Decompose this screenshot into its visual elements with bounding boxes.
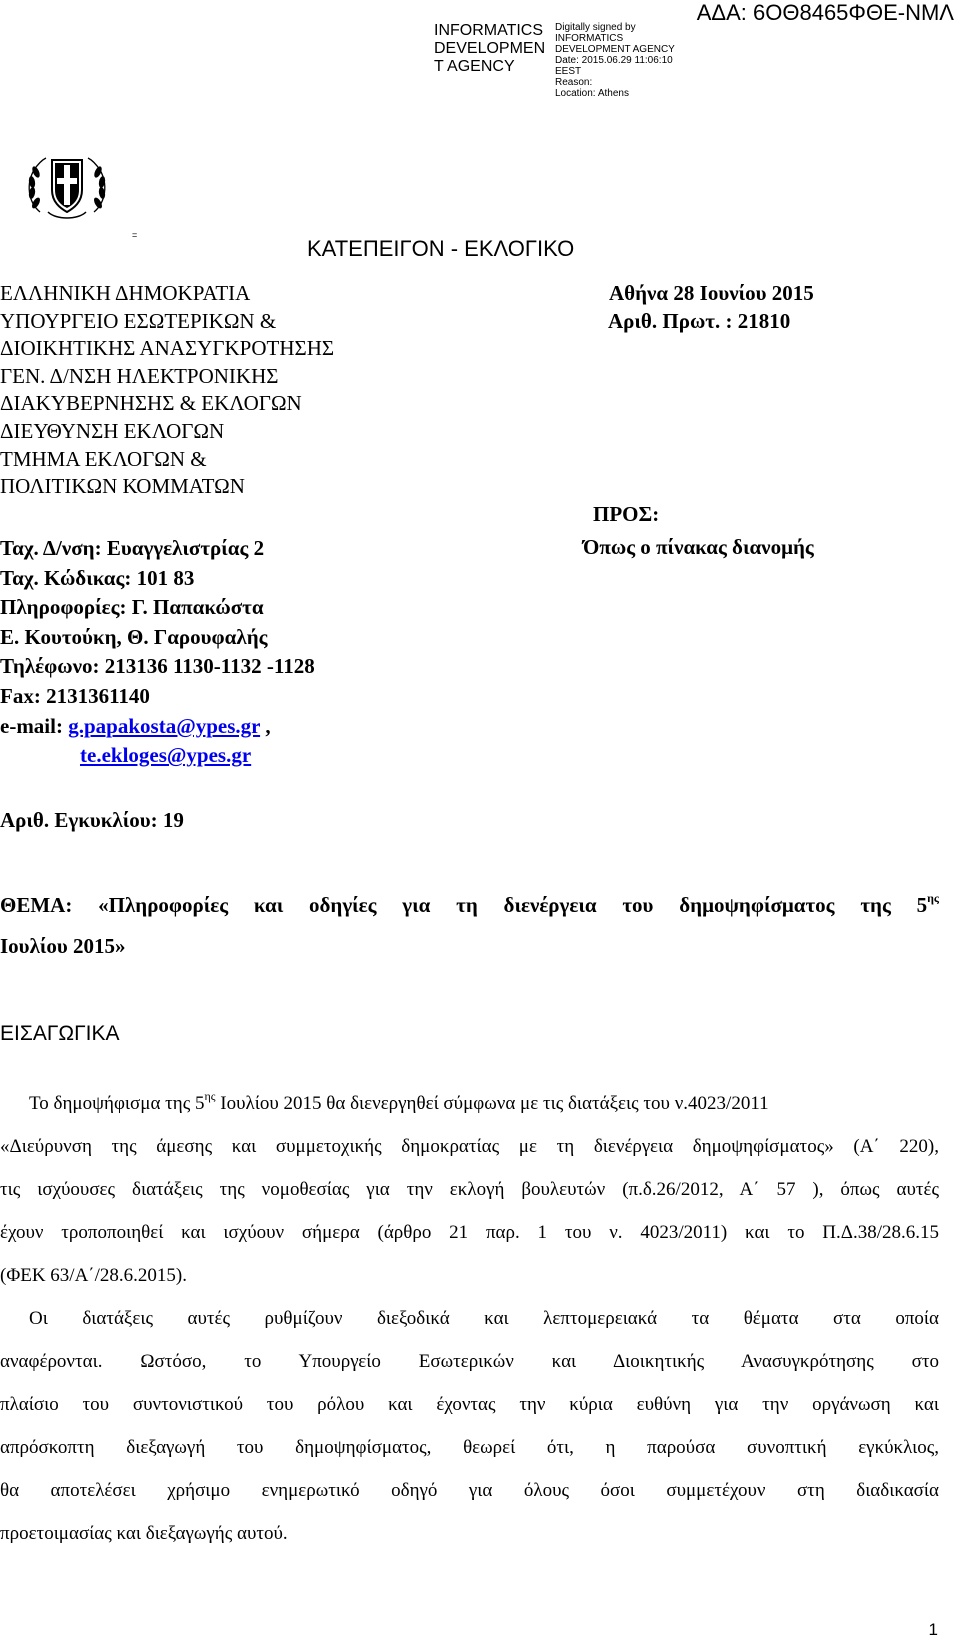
sender-line: ΓΕΝ. Δ/ΝΣΗ ΗΛΕΚΤΡΟΝΙΚΗΣ — [0, 363, 279, 388]
signature-details — [555, 22, 675, 99]
small-mark: = — [132, 230, 138, 240]
subject-line-1 — [0, 892, 939, 918]
urgency-title: ΚΑΤΕΠΕΙΓΟΝ - ΕΚΛΟΓΙΚΟ — [307, 236, 575, 261]
document-date: Αθήνα 28 Ιουνίου 2015 — [609, 281, 814, 305]
contact-fax: Fax: 2131361140 — [0, 683, 150, 708]
contact-email-row — [0, 712, 315, 742]
signature-detail-line: DEVELOPMENT AGENCY — [555, 44, 675, 55]
recipient-value: Όπως ο πίνακας διανομής — [583, 535, 814, 559]
body-p2-line-1: Οι διατάξεις αυτές ρυθμίζουν διεξοδικά και λεπτομερειακά τα θέματα στα οποία — [29, 1308, 939, 1329]
signature-name-line: T AGENCY — [434, 58, 515, 75]
section-heading-intro: ΕΙΣΑΓΩΓΙΚΑ — [0, 1022, 120, 1045]
page-number: 1 — [928, 1620, 938, 1639]
sender-line: ΕΛΛΗΝΙΚΗ ΔΗΜΟΚΡΑΤΙΑ — [0, 281, 251, 305]
body-p1-line-4: έχουν τροποποιηθεί και ισχύουν σήμερα (άρθρο 21 παρ. 1 του ν. 4023/2011) και το Π.Δ.38/28.6.15 — [0, 1222, 939, 1243]
contact-block — [0, 534, 315, 771]
signature-name — [434, 22, 545, 76]
signature-detail-line: Location: Athens — [555, 88, 629, 99]
signature-detail-line: INFORMATICS — [555, 33, 624, 44]
body-p2-line-4: απρόσκοπτη διεξαγωγή του δημοψηφίσματος, θεωρεί ότι, η παρούσα συνοπτική εγκύκλιος, — [0, 1437, 939, 1458]
signature-detail-line: Digitally signed by — [555, 22, 636, 33]
body-p2-line-3: πλαίσιο του συντονιστικού του ρόλου και έχοντας την κύρια ευθύνη για την οργάνωση και — [0, 1394, 939, 1415]
body-superscript: ης — [204, 1088, 216, 1103]
sender-line: ΥΠΟΥΡΓΕΙΟ ΕΣΩΤΕΡΙΚΩΝ & — [0, 308, 277, 333]
subject-superscript: ης — [927, 891, 939, 905]
sender-line: ΠΟΛΙΤΙΚΩΝ ΚΟΜΜΑΤΩΝ — [0, 474, 245, 499]
contact-phone: Τηλέφωνο: 213136 1130-1132 -1128 — [0, 654, 315, 679]
body-p1-line-5: (ΦΕΚ 63/Α΄/28.6.2015). — [0, 1265, 187, 1286]
sender-line: ΔΙΕΥΘΥΝΣΗ ΕΚΛΟΓΩΝ — [0, 418, 225, 443]
ada-code: ΑΔΑ: 6ΟΘ8465ΦΘΕ-ΝΜΛ — [696, 0, 954, 25]
signature-name-line: DEVELOPMEN — [434, 40, 546, 57]
body-p1-line-1 — [29, 1088, 939, 1117]
subject-line-2: Ιουλίου 2015» — [0, 934, 126, 958]
contact-info: Πληροφορίες: Γ. Παπακώστα — [0, 595, 264, 620]
sender-line: ΤΜΗΜΑ ΕΚΛΟΓΩΝ & — [0, 446, 207, 471]
signature-detail-line: EEST — [555, 66, 582, 77]
recipient-label: ΠΡΟΣ: — [593, 502, 660, 526]
contact-email-row-2 — [0, 741, 315, 771]
email-link-ekloges[interactable]: te.ekloges@ypes.gr — [80, 743, 252, 768]
sender-block — [0, 280, 334, 501]
circular-number: Αριθ. Εγκυκλίου: 19 — [0, 808, 184, 832]
greek-emblem-icon — [22, 150, 112, 225]
protocol-number: Αριθ. Πρωτ. : 21810 — [608, 309, 791, 333]
contact-address: Ταχ. Δ/νση: Ευαγγελιστρίας 2 — [0, 536, 265, 560]
sender-line: ΔΙΟΙΚΗΤΙΚΗΣ ΑΝΑΣΥΓΚΡΟΤΗΣΗΣ — [0, 336, 335, 361]
subject-text: ΘΕΜΑ: «Πληροφορίες και οδηγίες για τη διενέργεια του δημοψηφίσματος της 5 — [0, 893, 928, 917]
email-link-papakosta[interactable]: g.papakosta@ypes.gr — [68, 713, 261, 738]
body-p1-line-3: τις ισχύουσες διατάξεις της νομοθεσίας για την εκλογή βουλευτών (π.δ.26/2012, Α΄ 57 ), όπως αυτές — [0, 1179, 939, 1200]
body-p2-line-2: αναφέρονται. Ωστόσο, το Υπουργείο Εσωτερικών και Διοικητικής Ανασυγκρότησης στο — [0, 1351, 939, 1372]
contact-info-2: Ε. Κουτούκη, Θ. Γαρουφαλής — [0, 624, 268, 649]
email-separator: , — [260, 713, 271, 738]
body-text: Ιουλίου 2015 θα διενεργηθεί σύμφωνα με τις διατάξεις του ν.4023/2011 — [215, 1093, 769, 1114]
body-p1-line-2: «Διεύρυνση της άμεσης και συμμετοχικής δημοκρατίας με τη διενέργεια δημοψηφίσματος» (Α΄ 220), — [0, 1136, 939, 1157]
body-p2-line-5: θα αποτελέσει χρήσιμο ενημερωτικό οδηγό για όλους όσοι συμμετέχουν στη διαδικασία — [0, 1480, 939, 1501]
contact-postal-code: Ταχ. Κώδικας: 101 83 — [0, 565, 195, 590]
signature-name-line: INFORMATICS — [434, 22, 544, 39]
body-text: Το δημοψήφισμα της 5 — [29, 1093, 205, 1114]
body-p2-line-6: προετοιμασίας και διεξαγωγής αυτού. — [0, 1523, 288, 1544]
email-label: e-mail: — [0, 713, 69, 738]
signature-detail-line: Reason: — [555, 77, 593, 88]
sender-line: ΔΙΑΚΥΒΕΡΝΗΣΗΣ & ΕΚΛΟΓΩΝ — [0, 391, 302, 416]
signature-detail-line: Date: 2015.06.29 11:06:10 — [555, 55, 673, 66]
